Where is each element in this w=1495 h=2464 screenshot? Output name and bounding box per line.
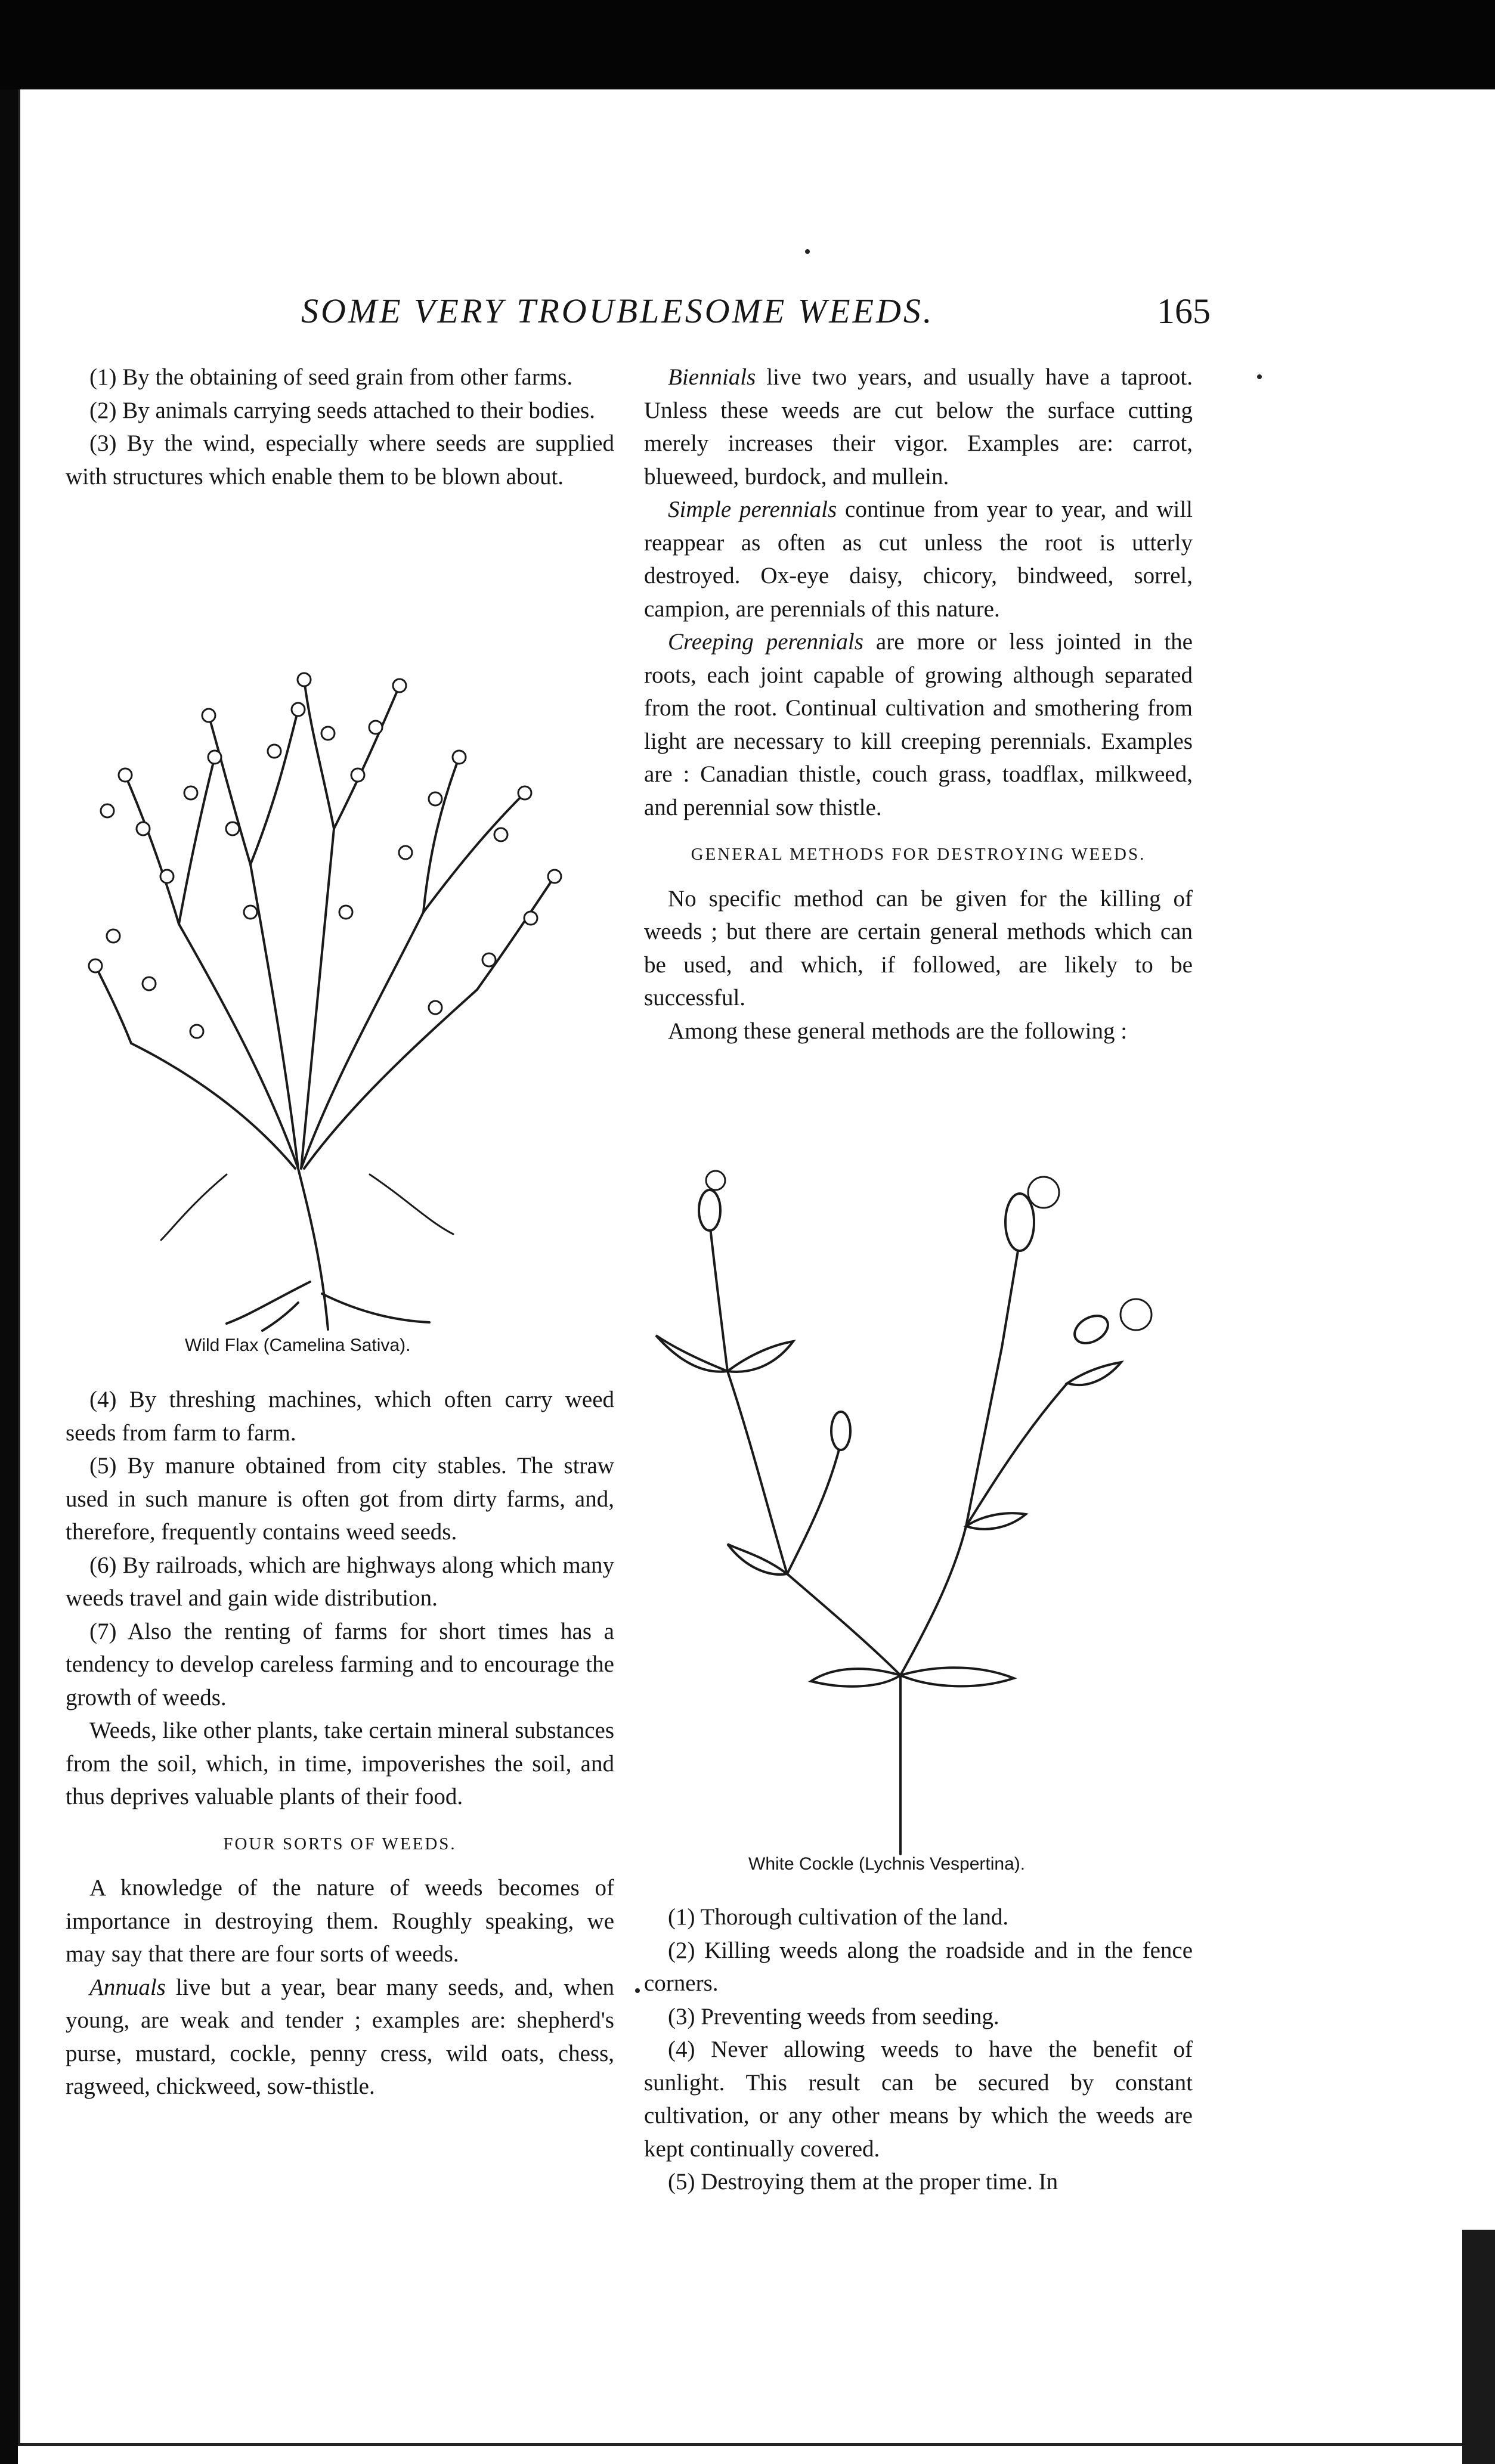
paragraph: (3) By the wind, especially where seeds are supplied with structures which enable them to be blown about. — [66, 430, 614, 489]
paragraph: (1) By the obtaining of seed grain from other farms. — [89, 364, 573, 390]
section-heading: GENERAL METHODS FOR DESTROYING WEEDS. — [691, 845, 1146, 864]
scan-speck — [635, 1988, 640, 1993]
list-item: (5) Destroying them at the proper time. In — [668, 2169, 1058, 2195]
paragraph-simple-perennials — [644, 493, 1193, 625]
paragraph-biennials — [644, 361, 1193, 493]
scan-border-top — [0, 0, 1495, 89]
creeping-perennials-text: are more or less jointed in the roots, each joint capable of growing although separated from the root. Continual cultivation and smothering from light are necessary to kill creeping perennials. Examples are : Canadian thistle, couch grass, toadflax, milkweed, and perennial sow thistle. — [644, 629, 1193, 820]
scan-speck — [805, 249, 810, 254]
page-header — [66, 291, 1211, 339]
right-column-bottom — [644, 1901, 1193, 2199]
paragraph: Among these general methods are the following : — [668, 1018, 1128, 1044]
paragraph: (2) By animals carrying seeds attached to their bodies. — [89, 397, 595, 423]
right-column-top — [644, 361, 1193, 1047]
page-number: 165 — [1157, 292, 1211, 331]
left-column-top — [66, 361, 614, 493]
list-item: (4) Never allowing weeds to have the benefit of sunlight. This result can be secured by constant cultivation, or any other means by which the weeds are kept continually covered. — [644, 2037, 1193, 2162]
biennials-text: live two years, and usually have a taproot. Unless these weeds are cut below the surface cutting merely increases their vigor. Examples are: carrot, blueweed, burdock, and mullein. — [644, 364, 1193, 489]
figure-caption-white-cockle: White Cockle (Lychnis Vespertina). — [748, 1854, 1026, 1874]
scan-speck — [1257, 374, 1262, 379]
section-heading: FOUR SORTS OF WEEDS. — [223, 1834, 457, 1854]
paragraph: (5) By manure obtained from city stables. The straw used in such manure is often got from dirty farms, and, therefore, frequently contains weed seeds. — [66, 1453, 614, 1545]
running-head: SOME VERY TROUBLESOME WEEDS. — [301, 292, 934, 330]
list-item: (1) Thorough cultivation of the land. — [668, 1904, 1009, 1930]
page-frame-bottom — [18, 2443, 1467, 2446]
white-cockle-illustration — [632, 1157, 1205, 1860]
simple-perennials-text: continue from year to year, and will reappear as often as cut unless the root is utterly destroyed. Ox-eye daisy, chicory, bindweed, sorrel, campion, are perennials of this nature. — [644, 497, 1193, 622]
list-item: (2) Killing weeds along the roadside and in the fence corners. — [644, 1937, 1193, 1996]
paragraph: A knowledge of the nature of weeds becomes of importance in destroying them. Roughly speaking, we may say that there are four sorts of weeds. — [66, 1875, 614, 1967]
term-simple-perennials: Simple perennials — [668, 497, 837, 522]
paragraph: Weeds, like other plants, take certain mineral substances from the soil, which, in time, impoverishes the soil, and thus deprives valuable plants of their food. — [66, 1718, 614, 1809]
paragraph-creeping-perennials — [644, 625, 1193, 824]
paragraph-annuals — [66, 1971, 614, 2103]
annuals-text: live but a year, bear many seeds, and, when young, are weak and tender ; examples are: shepherd's purse, mustard, cockle, penny cress, wild oats, chess, ragweed, chickweed, sow-thistle. — [66, 1974, 614, 2099]
list-item: (3) Preventing weeds from seeding. — [668, 2003, 999, 2029]
left-column-bottom — [66, 1383, 614, 2103]
paragraph: (4) By threshing machines, which often carry weed seeds from farm to farm. — [66, 1387, 614, 1446]
scan-border-left — [0, 89, 18, 2464]
scan-border-right — [1462, 2230, 1495, 2464]
wild-flax-illustration — [72, 578, 584, 1341]
paragraph: No specific method can be given for the killing of weeds ; but there are certain general methods which can be used, and which, if followed, are likely to be successful. — [644, 885, 1193, 1011]
term-creeping-perennials: Creeping perennials — [668, 629, 863, 655]
figure-caption-wild-flax: Wild Flax (Camelina Sativa). — [185, 1335, 411, 1355]
page-frame-left — [18, 89, 20, 2444]
term-biennials: Biennials — [668, 364, 756, 390]
paragraph: (7) Also the renting of farms for short times has a tendency to develop careless farming and to encourage the growth of weeds. — [66, 1618, 614, 1710]
term-annuals: Annuals — [89, 1974, 166, 2000]
paragraph: (6) By railroads, which are highways along which many weeds travel and gain wide distribution. — [66, 1552, 614, 1611]
